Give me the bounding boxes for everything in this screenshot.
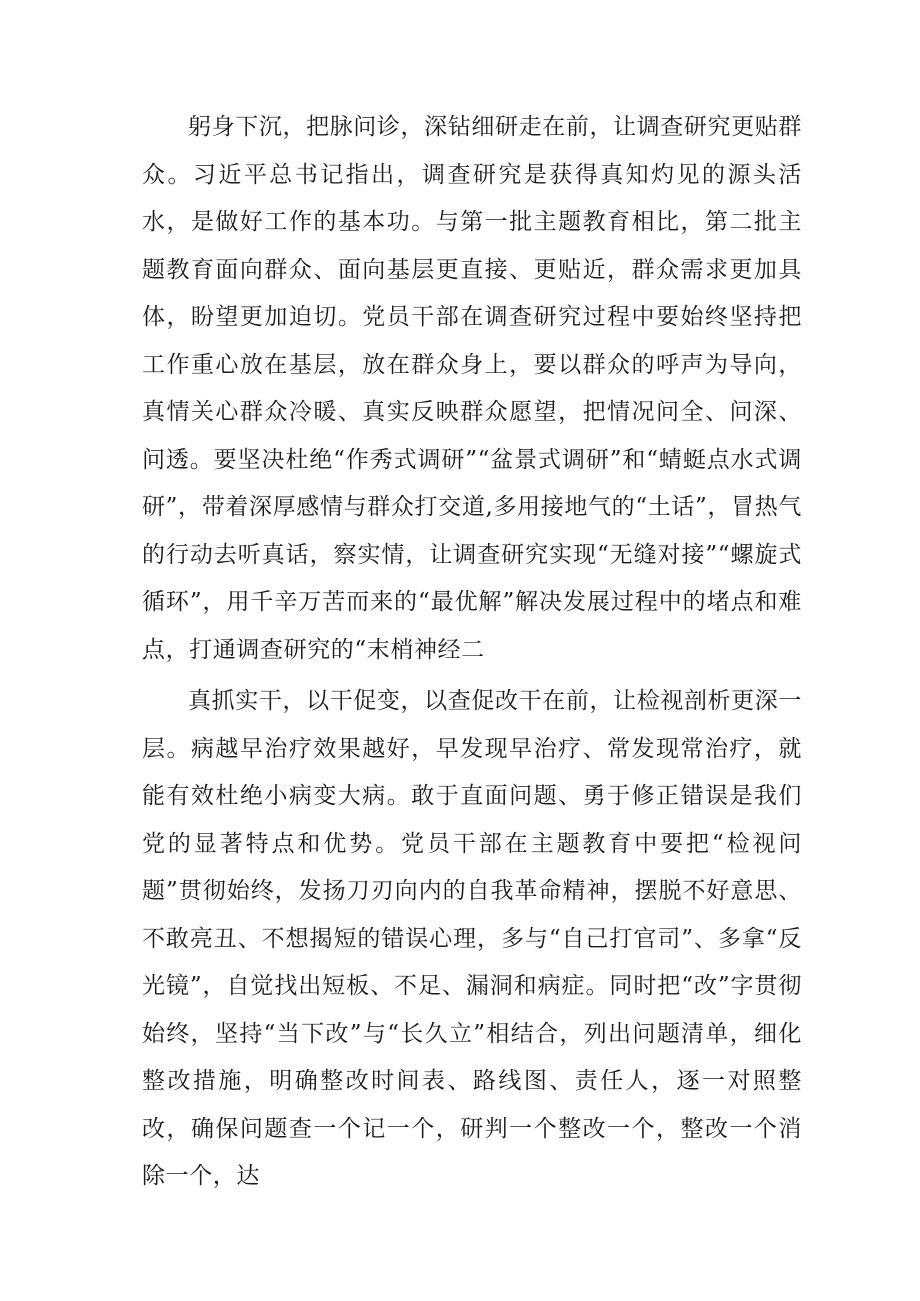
document-body [142,104,802,1201]
paragraph-research: 躬身下沉，把脉问诊，深钻细研走在前，让调查研究更贴群众。习近平总书记指出，调查研究是获得真知灼见的源头活水，是做好工作的基本功。与第一批主题教育相比，第二批主题教育面向群众、面向基层更直接、更贴近，群众需求更加具体，盼望更加迫切。党员干部在调查研究过程中要始终坚持把工作重心放在基层，放在群众身上，要以群众的呼声为导向，真情关心群众冷暖、真实反映群众愿望，把情况问全、问深、问透。要坚决杜绝“作秀式调研”“盆景式调研”和“蜻蜓点水式调研”，带着深厚感情与群众打交道,多用接地气的“土话”，冒热气的行动去听真话，察实情，让调查研究实现“无缝对接”“螺旋式循环”，用千辛万苦而来的“最优解”解决发展过程中的堵点和难点，打通调查研究的“末梢神经二 [142,114,802,663]
paragraph-inspection: 真抓实干，以干促变，以查促改干在前，让检视剖析更深一层。病越早治疗效果越好，早发现早治疗、常发现常治疗，就能有效杜绝小病变大病。敢于直面问题、勇于修正错误是我们党的显著特点和优势。党员干部在主题教育中要把“检视问题”贯彻始终，发扬刀刃向内的自我革命精神，摆脱不好意思、不敢亮丑、不想揭短的错误心理，多与“自己打官司”、多拿“反光镜”，自觉找出短板、不足、漏洞和病症。同时把“改”字贯彻始终，坚持“当下改”与“长久立”相结合，列出问题清单，细化整改措施，明确整改时间表、路线图、责任人，逐一对照整改，确保问题查一个记一个，研判一个整改一个，整改一个消除一个，达 [142,688,802,1189]
